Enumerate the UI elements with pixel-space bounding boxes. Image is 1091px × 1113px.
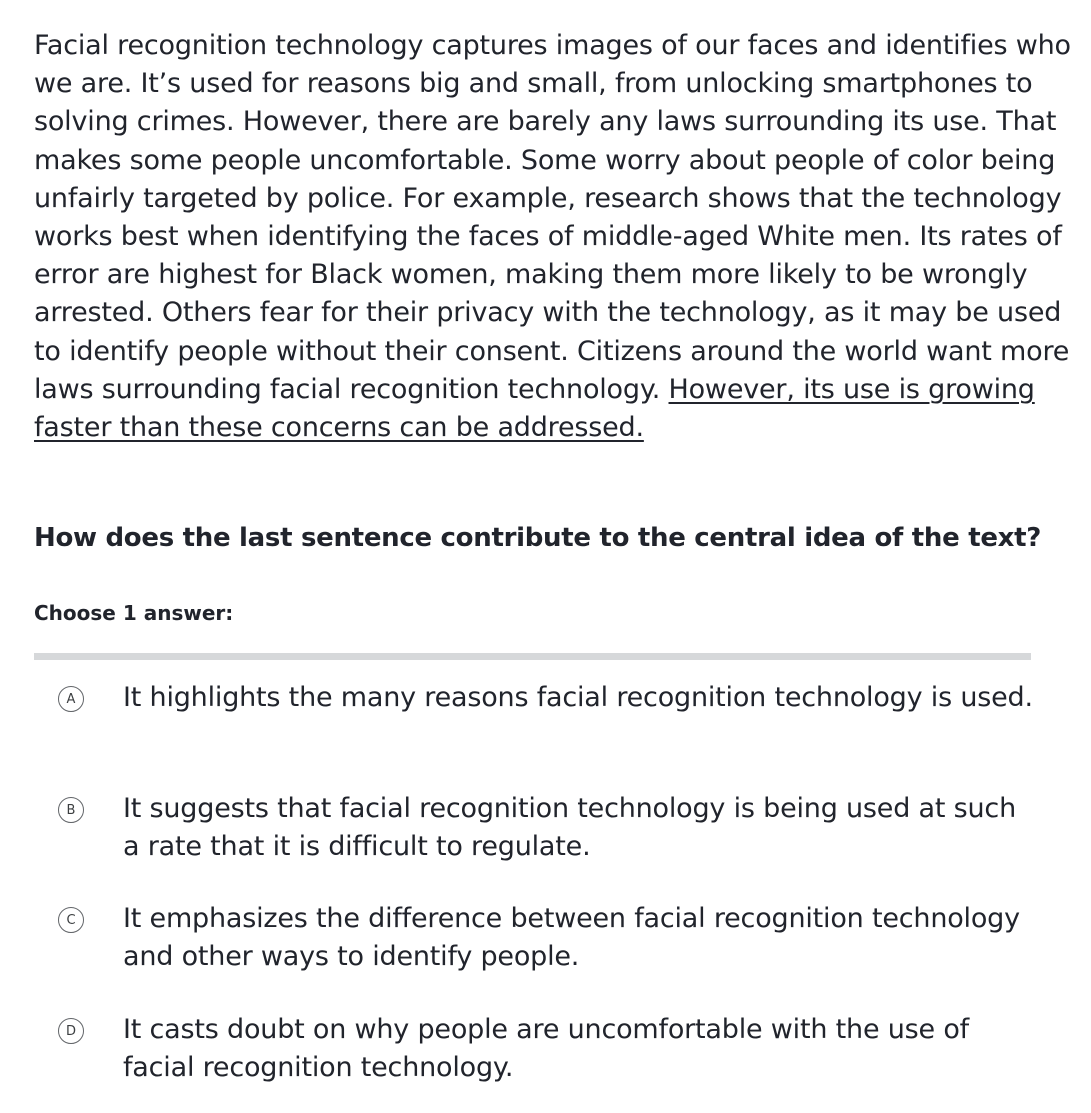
- passage-underlined-sentence: However, its use is growing faster than these concerns can be addressed.: [34, 373, 1035, 444]
- choice-c-text: It emphasizes the difference between facial recognition technology and other ways to identify people.: [123, 903, 1020, 973]
- choose-instruction: Choose 1 answer:: [34, 601, 234, 625]
- choice-d-letter-icon: D: [58, 1018, 84, 1044]
- passage-text: [34, 27, 1074, 447]
- choice-a-letter-icon: A: [58, 686, 84, 712]
- choice-c-letter-icon: C: [58, 907, 84, 933]
- choice-a-text: It highlights the many reasons facial recognition technology is used.: [123, 682, 1033, 713]
- choice-d-text: It casts doubt on why people are uncomfortable with the use of facial recognition technology.: [123, 1014, 969, 1084]
- choice-b-text: It suggests that facial recognition technology is being used at such a rate that it is difficult to regulate.: [123, 793, 1016, 863]
- divider: [34, 653, 1031, 660]
- choice-c[interactable]: [58, 900, 1048, 976]
- passage-body: Facial recognition technology captures images of our faces and identifies who we are. It’s used for reasons big and small, from unlocking smartphones to solving crimes. However, there are barely any laws surrounding its use. That makes some people uncomfortable. Some worry about people of color being unfairly targeted by police. For example, research shows that the technology works best when identifying the faces of middle-aged White men. Its rates of error are highest for Black women, making them more likely to be wrongly arrested. Others fear for their privacy with the technology, as it may be used to identify people without their consent. Citizens around the world want more laws surrounding facial recognition technology.: [34, 30, 1071, 405]
- question-prompt: How does the last sentence contribute to the central idea of the text?: [34, 523, 1042, 553]
- choice-a[interactable]: [58, 679, 1048, 717]
- choice-b-letter-icon: B: [58, 797, 84, 823]
- choice-b[interactable]: [58, 790, 1048, 866]
- choice-d[interactable]: [58, 1011, 1048, 1087]
